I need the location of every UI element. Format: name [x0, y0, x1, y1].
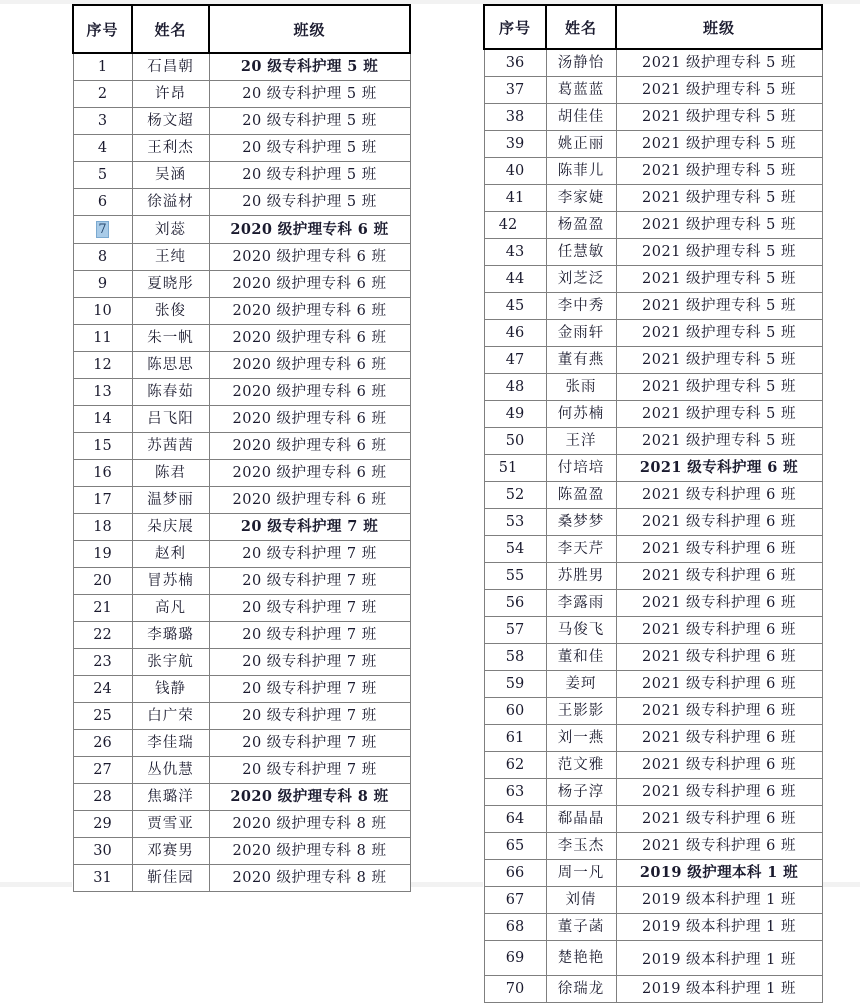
cell-student-name[interactable]: 葛蓝蓝 — [546, 77, 616, 104]
cell-serial-number[interactable]: 59 — [484, 671, 546, 698]
table-row[interactable] — [484, 725, 822, 752]
table-row[interactable] — [484, 320, 822, 347]
cell-class-name[interactable]: 20 级专科护理 7 班 — [209, 568, 410, 595]
cell-class-name[interactable]: 2021 级专科护理 6 班 — [616, 617, 822, 644]
table-row[interactable] — [73, 325, 410, 352]
right-roster-table — [483, 4, 823, 1003]
right-roster-table-wrapper — [483, 4, 821, 1003]
left-roster-table — [72, 4, 411, 892]
cell-class-name[interactable]: 2020 级护理专科 6 班 — [209, 352, 410, 379]
header-cell-class: 班级 — [209, 5, 410, 53]
table-row[interactable] — [484, 644, 822, 671]
table-row[interactable] — [484, 536, 822, 563]
cell-class-name[interactable]: 20 级专科护理 5 班 — [209, 108, 410, 135]
cell-serial-number[interactable]: 64 — [484, 806, 546, 833]
cell-student-name[interactable]: 任慧敏 — [546, 239, 616, 266]
cell-serial-number[interactable]: 54 — [484, 536, 546, 563]
cell-student-name[interactable]: 陈盈盈 — [546, 482, 616, 509]
table-row[interactable] — [73, 433, 410, 460]
cell-class-name[interactable]: 2020 级护理专科 6 班 — [209, 216, 410, 244]
cell-class-name[interactable]: 20 级专科护理 7 班 — [209, 622, 410, 649]
cell-serial-number[interactable]: 42 — [484, 212, 546, 239]
cell-student-name[interactable]: 郗晶晶 — [546, 806, 616, 833]
cell-class-name[interactable]: 2020 级护理专科 6 班 — [209, 379, 410, 406]
cell-serial-number[interactable]: 37 — [484, 77, 546, 104]
table-row[interactable] — [73, 298, 410, 325]
cell-serial-number[interactable]: 65 — [484, 833, 546, 860]
cell-class-name[interactable]: 2020 级护理专科 6 班 — [209, 271, 410, 298]
cell-serial-number[interactable]: 9 — [73, 271, 132, 298]
cell-student-name[interactable]: 马俊飞 — [546, 617, 616, 644]
cell-student-name[interactable]: 李露雨 — [546, 590, 616, 617]
cell-student-name[interactable]: 王利杰 — [132, 135, 209, 162]
cell-serial-number[interactable]: 41 — [484, 185, 546, 212]
table-row[interactable] — [73, 541, 410, 568]
cell-serial-number[interactable]: 40 — [484, 158, 546, 185]
table-row[interactable] — [73, 514, 410, 541]
cell-class-name[interactable]: 2020 级护理专科 6 班 — [209, 433, 410, 460]
table-row[interactable] — [484, 860, 822, 887]
cell-student-name[interactable]: 范文雅 — [546, 752, 616, 779]
cell-serial-number[interactable]: 58 — [484, 644, 546, 671]
table-row[interactable] — [73, 189, 410, 216]
cell-serial-number[interactable]: 13 — [73, 379, 132, 406]
table-row[interactable] — [73, 757, 410, 784]
table-row[interactable] — [73, 108, 410, 135]
table-row[interactable] — [484, 563, 822, 590]
cell-student-name[interactable]: 丛仇慧 — [132, 757, 209, 784]
left-table-body — [73, 53, 410, 892]
cell-student-name[interactable]: 贾雪亚 — [132, 811, 209, 838]
cell-student-name[interactable]: 李天芹 — [546, 536, 616, 563]
cell-serial-number[interactable]: 62 — [484, 752, 546, 779]
cell-serial-number[interactable]: 68 — [484, 914, 546, 941]
table-row[interactable] — [73, 649, 410, 676]
header-cell-no: 序号 — [484, 5, 546, 49]
cell-class-name[interactable]: 2021 级护理专科 5 班 — [616, 428, 822, 455]
cell-serial-number[interactable]: 44 — [484, 266, 546, 293]
cell-student-name[interactable]: 苏胜男 — [546, 563, 616, 590]
cell-student-name[interactable]: 高凡 — [132, 595, 209, 622]
cell-student-name[interactable]: 杨文超 — [132, 108, 209, 135]
cell-student-name[interactable]: 石昌朝 — [132, 53, 209, 81]
cell-class-name[interactable]: 2021 级护理专科 5 班 — [616, 266, 822, 293]
table-row[interactable] — [73, 53, 410, 81]
cell-serial-number[interactable]: 55 — [484, 563, 546, 590]
table-row[interactable] — [484, 239, 822, 266]
table-row[interactable] — [73, 216, 410, 244]
cell-student-name[interactable]: 周一凡 — [546, 860, 616, 887]
cell-student-name[interactable]: 徐瑞龙 — [546, 976, 616, 1003]
cell-student-name[interactable]: 夏晓彤 — [132, 271, 209, 298]
cell-serial-number[interactable]: 27 — [73, 757, 132, 784]
cell-serial-number[interactable]: 6 — [73, 189, 132, 216]
table-row[interactable] — [484, 482, 822, 509]
cell-class-name[interactable]: 2021 级专科护理 6 班 — [616, 779, 822, 806]
header-cell-name: 姓名 — [546, 5, 616, 49]
cell-serial-number[interactable]: 57 — [484, 617, 546, 644]
table-row[interactable] — [484, 49, 822, 77]
cell-serial-number[interactable]: 8 — [73, 244, 132, 271]
cell-class-name[interactable]: 2021 级护理专科 5 班 — [616, 104, 822, 131]
cell-class-name[interactable]: 2021 级专科护理 6 班 — [616, 644, 822, 671]
cell-student-name[interactable]: 苏茜茜 — [132, 433, 209, 460]
cell-student-name[interactable]: 陈君 — [132, 460, 209, 487]
cell-class-name[interactable]: 20 级专科护理 5 班 — [209, 81, 410, 108]
cell-serial-number[interactable]: 61 — [484, 725, 546, 752]
cell-class-name[interactable]: 2019 级本科护理 1 班 — [616, 941, 822, 976]
cell-class-name[interactable]: 2021 级护理专科 5 班 — [616, 131, 822, 158]
table-row[interactable] — [484, 887, 822, 914]
cell-serial-number[interactable]: 15 — [73, 433, 132, 460]
cell-class-name[interactable]: 2021 级护理专科 5 班 — [616, 49, 822, 77]
cell-student-name[interactable]: 董和佳 — [546, 644, 616, 671]
table-row[interactable] — [73, 838, 410, 865]
cell-serial-number[interactable]: 60 — [484, 698, 546, 725]
table-row[interactable] — [73, 406, 410, 433]
cell-student-name[interactable]: 张俊 — [132, 298, 209, 325]
cell-student-name[interactable]: 钱静 — [132, 676, 209, 703]
cell-class-name[interactable]: 2021 级专科护理 6 班 — [616, 455, 822, 482]
cell-student-name[interactable]: 朵庆展 — [132, 514, 209, 541]
cell-class-name[interactable]: 2020 级护理专科 6 班 — [209, 487, 410, 514]
cell-student-name[interactable]: 汤静怡 — [546, 49, 616, 77]
cell-serial-number[interactable]: 18 — [73, 514, 132, 541]
cell-serial-number[interactable]: 36 — [484, 49, 546, 77]
cell-student-name[interactable]: 王纯 — [132, 244, 209, 271]
cell-serial-number[interactable]: 48 — [484, 374, 546, 401]
cell-class-name[interactable]: 2021 级专科护理 6 班 — [616, 509, 822, 536]
cell-student-name[interactable]: 姜珂 — [546, 671, 616, 698]
cell-class-name[interactable]: 2021 级专科护理 6 班 — [616, 536, 822, 563]
cell-serial-number[interactable]: 70 — [484, 976, 546, 1003]
left-table-header — [73, 5, 410, 53]
cell-class-name[interactable]: 2020 级护理专科 6 班 — [209, 325, 410, 352]
cell-student-name[interactable]: 刘芝泛 — [546, 266, 616, 293]
cell-class-name[interactable]: 2021 级护理专科 5 班 — [616, 320, 822, 347]
cell-class-name[interactable]: 20 级专科护理 5 班 — [209, 135, 410, 162]
cell-class-name[interactable]: 2021 级专科护理 6 班 — [616, 833, 822, 860]
cell-student-name[interactable]: 董有燕 — [546, 347, 616, 374]
table-row[interactable] — [73, 244, 410, 271]
table-row[interactable] — [484, 104, 822, 131]
header-cell-class: 班级 — [616, 5, 822, 49]
cell-student-name[interactable]: 杨盈盈 — [546, 212, 616, 239]
cell-class-name[interactable]: 2020 级护理专科 6 班 — [209, 406, 410, 433]
table-row[interactable] — [73, 865, 410, 892]
cell-student-name[interactable]: 朱一帆 — [132, 325, 209, 352]
table-row[interactable] — [73, 784, 410, 811]
cell-class-name[interactable]: 2021 级专科护理 6 班 — [616, 671, 822, 698]
cell-serial-number[interactable]: 63 — [484, 779, 546, 806]
cell-student-name[interactable]: 赵利 — [132, 541, 209, 568]
table-row[interactable] — [484, 77, 822, 104]
cell-serial-number[interactable]: 26 — [73, 730, 132, 757]
cell-class-name[interactable]: 20 级专科护理 5 班 — [209, 162, 410, 189]
cell-class-name[interactable]: 2021 级护理专科 5 班 — [616, 212, 822, 239]
cell-serial-number[interactable]: 5 — [73, 162, 132, 189]
cell-class-name[interactable]: 2021 级护理专科 5 班 — [616, 293, 822, 320]
table-row[interactable] — [73, 379, 410, 406]
cell-class-name[interactable]: 20 级专科护理 7 班 — [209, 649, 410, 676]
header-cell-name: 姓名 — [132, 5, 209, 53]
cell-serial-number[interactable]: 23 — [73, 649, 132, 676]
table-row[interactable] — [73, 271, 410, 298]
table-row[interactable] — [484, 914, 822, 941]
cell-student-name[interactable]: 温梦丽 — [132, 487, 209, 514]
cell-student-name[interactable]: 李中秀 — [546, 293, 616, 320]
table-row[interactable] — [73, 703, 410, 730]
cell-serial-number[interactable]: 39 — [484, 131, 546, 158]
cell-class-name[interactable]: 20 级专科护理 7 班 — [209, 514, 410, 541]
cell-student-name[interactable]: 陈菲儿 — [546, 158, 616, 185]
cell-student-name[interactable]: 李家婕 — [546, 185, 616, 212]
cell-student-name[interactable]: 张宇航 — [132, 649, 209, 676]
header-cell-no: 序号 — [73, 5, 132, 53]
table-row[interactable] — [484, 806, 822, 833]
cell-class-name[interactable]: 2021 级护理专科 5 班 — [616, 401, 822, 428]
cell-serial-number[interactable]: 20 — [73, 568, 132, 595]
cell-serial-number[interactable]: 16 — [73, 460, 132, 487]
table-row[interactable] — [484, 752, 822, 779]
table-row[interactable] — [73, 811, 410, 838]
cell-student-name[interactable]: 许昂 — [132, 81, 209, 108]
cell-class-name[interactable]: 20 级专科护理 5 班 — [209, 189, 410, 216]
table-row[interactable] — [484, 698, 822, 725]
table-row[interactable] — [484, 428, 822, 455]
cell-student-name[interactable]: 焦璐洋 — [132, 784, 209, 811]
cell-class-name[interactable]: 2020 级护理专科 8 班 — [209, 838, 410, 865]
cell-serial-number[interactable]: 25 — [73, 703, 132, 730]
table-row[interactable] — [73, 162, 410, 189]
table-row[interactable] — [73, 460, 410, 487]
cell-serial-number[interactable]: 31 — [73, 865, 132, 892]
cell-class-name[interactable]: 2021 级护理专科 5 班 — [616, 185, 822, 212]
cell-student-name[interactable]: 冒苏楠 — [132, 568, 209, 595]
cell-class-name[interactable]: 20 级专科护理 5 班 — [209, 53, 410, 81]
table-row[interactable] — [73, 352, 410, 379]
table-row[interactable] — [484, 779, 822, 806]
cell-student-name[interactable]: 李玉杰 — [546, 833, 616, 860]
cell-class-name[interactable]: 2020 级护理专科 6 班 — [209, 298, 410, 325]
cell-student-name[interactable]: 陈思思 — [132, 352, 209, 379]
table-row[interactable] — [484, 976, 822, 1003]
table-row[interactable] — [73, 81, 410, 108]
cell-class-name[interactable]: 20 级专科护理 7 班 — [209, 541, 410, 568]
cell-serial-number[interactable]: 1 — [73, 53, 132, 81]
right-table-header — [484, 5, 822, 49]
cell-student-name[interactable]: 何苏楠 — [546, 401, 616, 428]
cell-class-name[interactable]: 2021 级护理专科 5 班 — [616, 77, 822, 104]
cell-serial-number[interactable]: 50 — [484, 428, 546, 455]
cell-class-name[interactable]: 2019 级本科护理 1 班 — [616, 887, 822, 914]
cell-class-name[interactable]: 20 级专科护理 7 班 — [209, 730, 410, 757]
cell-serial-number[interactable]: 52 — [484, 482, 546, 509]
cell-serial-number[interactable]: 47 — [484, 347, 546, 374]
cell-serial-number[interactable]: 53 — [484, 509, 546, 536]
cell-student-name[interactable]: 姚正丽 — [546, 131, 616, 158]
table-row[interactable] — [484, 131, 822, 158]
cell-serial-number[interactable]: 21 — [73, 595, 132, 622]
header-row — [73, 5, 410, 53]
cell-class-name[interactable]: 2021 级护理专科 5 班 — [616, 374, 822, 401]
cell-student-name[interactable]: 刘蕊 — [132, 216, 209, 244]
cell-class-name[interactable]: 2021 级专科护理 6 班 — [616, 725, 822, 752]
cell-serial-number[interactable]: 66 — [484, 860, 546, 887]
cell-class-name[interactable]: 2021 级护理专科 5 班 — [616, 158, 822, 185]
cell-class-name[interactable]: 2019 级护理本科 1 班 — [616, 860, 822, 887]
cell-serial-number[interactable]: 38 — [484, 104, 546, 131]
cell-student-name[interactable]: 李璐璐 — [132, 622, 209, 649]
cell-student-name[interactable]: 吴涵 — [132, 162, 209, 189]
table-row[interactable] — [484, 266, 822, 293]
cell-serial-number[interactable]: 3 — [73, 108, 132, 135]
cell-student-name[interactable]: 李佳瑞 — [132, 730, 209, 757]
cell-serial-number[interactable]: 30 — [73, 838, 132, 865]
cell-serial-number[interactable]: 4 — [73, 135, 132, 162]
cell-class-name[interactable]: 2021 级专科护理 6 班 — [616, 752, 822, 779]
cell-class-name[interactable]: 2020 级护理专科 8 班 — [209, 811, 410, 838]
table-row[interactable] — [484, 455, 822, 482]
table-row[interactable] — [484, 590, 822, 617]
cell-serial-number[interactable]: 22 — [73, 622, 132, 649]
table-row[interactable] — [484, 185, 822, 212]
cell-class-name[interactable]: 20 级专科护理 7 班 — [209, 595, 410, 622]
table-row[interactable] — [484, 671, 822, 698]
cell-serial-number[interactable]: 11 — [73, 325, 132, 352]
table-row[interactable] — [484, 347, 822, 374]
cell-serial-number[interactable]: 12 — [73, 352, 132, 379]
cell-class-name[interactable]: 2021 级专科护理 6 班 — [616, 563, 822, 590]
cell-class-name[interactable]: 2020 级护理专科 6 班 — [209, 460, 410, 487]
cell-class-name[interactable]: 2021 级护理专科 5 班 — [616, 347, 822, 374]
cell-serial-number[interactable]: 51 — [484, 455, 546, 482]
cell-serial-number[interactable]: 28 — [73, 784, 132, 811]
table-row[interactable] — [484, 941, 822, 976]
cell-class-name[interactable]: 2019 级本科护理 1 班 — [616, 976, 822, 1003]
cell-student-name[interactable]: 王洋 — [546, 428, 616, 455]
table-row[interactable] — [73, 487, 410, 514]
cell-class-name[interactable]: 2021 级专科护理 6 班 — [616, 482, 822, 509]
cell-class-name[interactable]: 2020 级护理专科 8 班 — [209, 865, 410, 892]
table-row[interactable] — [73, 568, 410, 595]
cell-class-name[interactable]: 20 级专科护理 7 班 — [209, 703, 410, 730]
cell-student-name[interactable]: 白广荣 — [132, 703, 209, 730]
cell-class-name[interactable]: 2021 级专科护理 6 班 — [616, 698, 822, 725]
cell-class-name[interactable]: 2021 级专科护理 6 班 — [616, 806, 822, 833]
table-row[interactable] — [484, 401, 822, 428]
cell-serial-number[interactable]: 10 — [73, 298, 132, 325]
cell-class-name[interactable]: 20 级专科护理 7 班 — [209, 676, 410, 703]
cell-serial-number[interactable]: 24 — [73, 676, 132, 703]
cell-student-name[interactable]: 刘一燕 — [546, 725, 616, 752]
cell-student-name[interactable]: 徐溢材 — [132, 189, 209, 216]
cell-student-name[interactable]: 靳佳园 — [132, 865, 209, 892]
cell-student-name[interactable]: 张雨 — [546, 374, 616, 401]
cell-student-name[interactable]: 楚艳艳 — [546, 941, 616, 976]
cell-student-name[interactable]: 杨子淳 — [546, 779, 616, 806]
cell-class-name[interactable]: 2020 级护理专科 6 班 — [209, 244, 410, 271]
cell-serial-number[interactable]: 67 — [484, 887, 546, 914]
cell-student-name[interactable]: 付培培 — [546, 455, 616, 482]
table-row[interactable] — [484, 509, 822, 536]
cell-serial-number[interactable]: 17 — [73, 487, 132, 514]
cell-serial-number[interactable]: 56 — [484, 590, 546, 617]
table-row[interactable] — [484, 833, 822, 860]
table-row[interactable] — [73, 730, 410, 757]
table-row[interactable] — [484, 212, 822, 239]
table-row[interactable] — [484, 293, 822, 320]
cell-serial-number[interactable]: 45 — [484, 293, 546, 320]
cell-class-name[interactable]: 2019 级本科护理 1 班 — [616, 914, 822, 941]
cell-student-name[interactable]: 金雨轩 — [546, 320, 616, 347]
cell-serial-number[interactable]: 2 — [73, 81, 132, 108]
table-row[interactable] — [484, 617, 822, 644]
table-row[interactable] — [73, 676, 410, 703]
cell-student-name[interactable]: 吕飞阳 — [132, 406, 209, 433]
cell-serial-number[interactable]: 19 — [73, 541, 132, 568]
cell-serial-number[interactable]: 69 — [484, 941, 546, 976]
cell-serial-number[interactable] — [73, 216, 132, 244]
left-roster-table-wrapper — [72, 4, 409, 892]
cell-student-name[interactable]: 胡佳佳 — [546, 104, 616, 131]
cell-serial-number[interactable]: 49 — [484, 401, 546, 428]
cell-student-name[interactable]: 王影影 — [546, 698, 616, 725]
selected-serial-number[interactable]: 7 — [98, 222, 107, 237]
cell-class-name[interactable]: 20 级专科护理 7 班 — [209, 757, 410, 784]
cell-serial-number[interactable]: 14 — [73, 406, 132, 433]
cell-class-name[interactable]: 2021 级护理专科 5 班 — [616, 239, 822, 266]
cell-serial-number[interactable]: 43 — [484, 239, 546, 266]
table-row[interactable] — [73, 622, 410, 649]
cell-serial-number[interactable]: 29 — [73, 811, 132, 838]
header-row — [484, 5, 822, 49]
table-row[interactable] — [73, 135, 410, 162]
table-row[interactable] — [484, 158, 822, 185]
right-table-body — [484, 49, 822, 1003]
table-row[interactable] — [73, 595, 410, 622]
cell-student-name[interactable]: 邓赛男 — [132, 838, 209, 865]
cell-student-name[interactable]: 陈春茹 — [132, 379, 209, 406]
table-row[interactable] — [484, 374, 822, 401]
cell-serial-number[interactable]: 46 — [484, 320, 546, 347]
cell-student-name[interactable]: 桑梦梦 — [546, 509, 616, 536]
cell-class-name[interactable]: 2021 级专科护理 6 班 — [616, 590, 822, 617]
cell-student-name[interactable]: 刘倩 — [546, 887, 616, 914]
cell-class-name[interactable]: 2020 级护理专科 8 班 — [209, 784, 410, 811]
cell-student-name[interactable]: 董子菡 — [546, 914, 616, 941]
